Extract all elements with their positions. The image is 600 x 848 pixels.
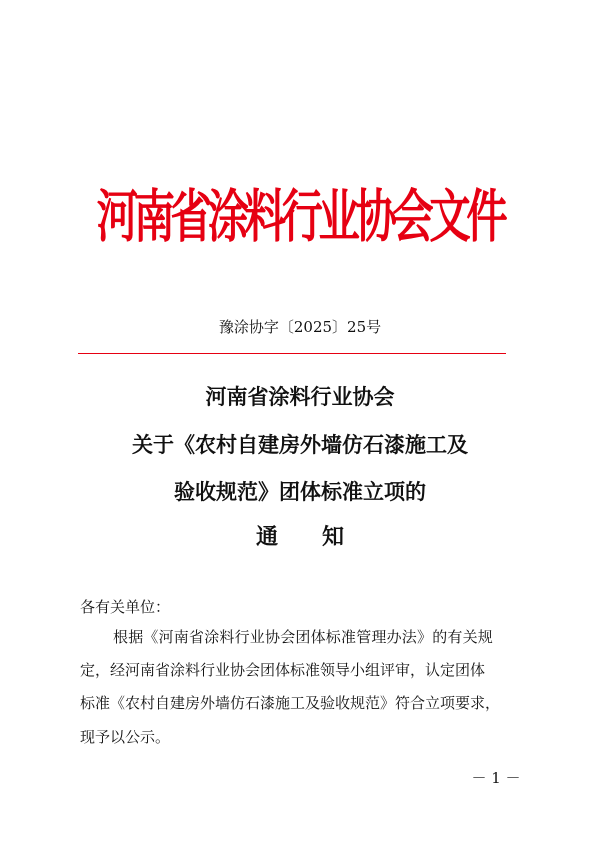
- red-divider-line: [78, 353, 506, 354]
- body-line-3: 标准《农村自建房外墙仿石漆施工及验收规范》符合立项要求，: [80, 694, 501, 712]
- notice-heading-char-1: 通: [255, 524, 278, 550]
- body-line-2: 定，经河南省涂料行业协会团体标准领导小组评审，认定团体: [80, 661, 486, 679]
- page-number: － 1 －: [471, 769, 521, 787]
- salutation: 各有关单位：: [80, 598, 171, 616]
- body-line-4: 现予以公示。: [80, 728, 171, 746]
- body-line-1: 根据《河南省涂料行业协会团体标准管理办法》的有关规: [113, 628, 494, 646]
- title-line-1: 河南省涂料行业协会: [205, 384, 395, 409]
- notice-heading-char-2: 知: [322, 524, 345, 550]
- notice-heading: [0, 522, 600, 552]
- document-number: 豫涂协字〔2025〕25号: [218, 318, 382, 336]
- org-header-title: 河南省涂料行业协会文件: [96, 183, 504, 251]
- title-line-2: 关于《农村自建房外墙仿石漆施工及: [132, 432, 468, 457]
- title-line-3: 验收规范》团体标准立项的: [174, 479, 426, 504]
